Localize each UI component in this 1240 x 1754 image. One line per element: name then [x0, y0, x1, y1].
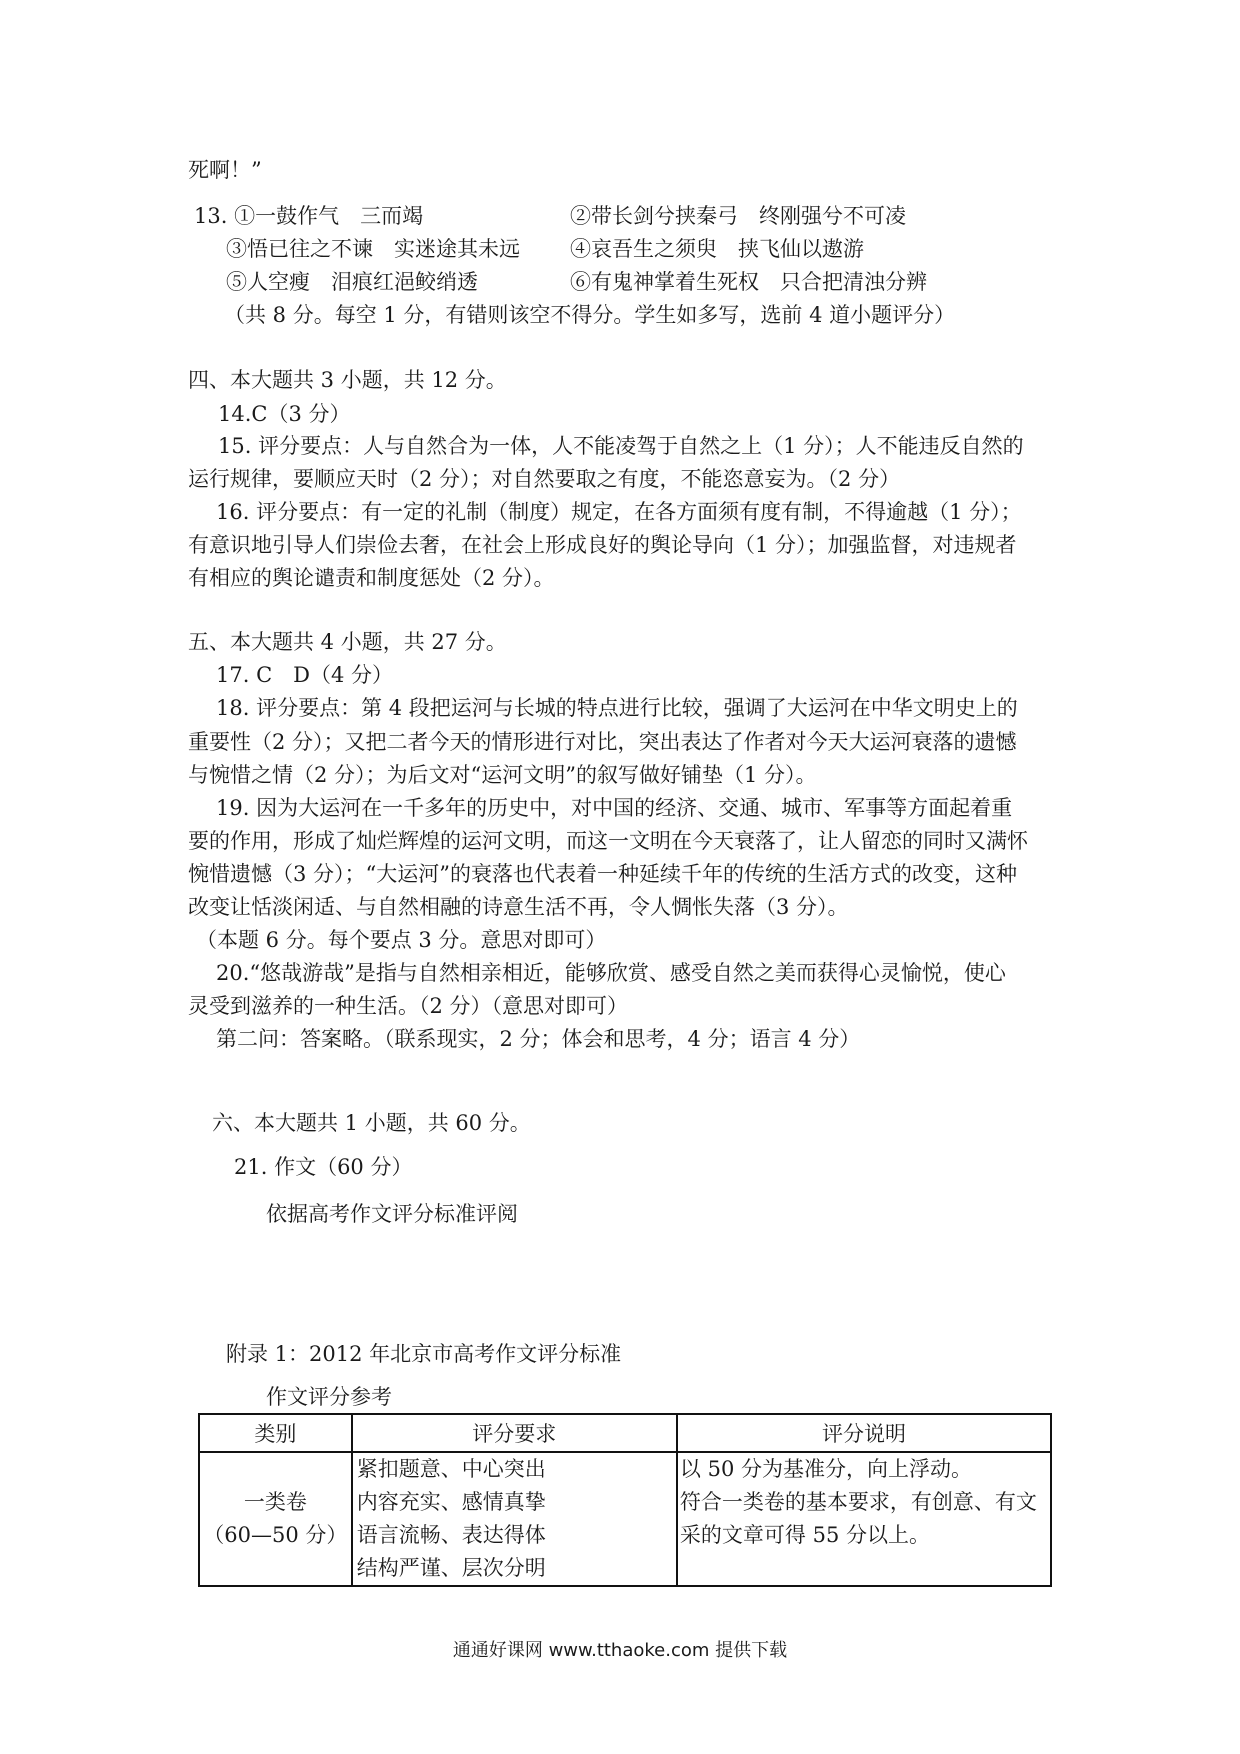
answer-line: 16. 评分要点：有一定的礼制（制度）规定，在各方面须有度有制，不得逾越（1 分）；: [216, 500, 1022, 524]
q13-item: ⑥有鬼神掌着生死权 只合把清浊分辨: [570, 270, 927, 294]
q13-item: ④哀吾生之须臾 挟飞仙以遨游: [570, 237, 864, 261]
category-range: （60—50 分）: [203, 1523, 348, 1547]
notes-cell: [677, 1452, 1051, 1586]
requirement-item: 内容充实、感情真挚: [356, 1490, 546, 1514]
q21-label: 21. 作文（60 分）: [234, 1155, 413, 1179]
note-line: 符合一类卷的基本要求，有创意、有文: [679, 1490, 1037, 1514]
q13-item: ③悟已往之不谏 实迷途其未远: [226, 237, 520, 261]
answer-line: 14.C（3 分）: [218, 402, 351, 426]
header-category: 类别: [199, 1414, 352, 1452]
answer-line: 改变让恬淡闲适、与自然相融的诗意生活不再，令人惆怅失落（3 分）。: [188, 895, 849, 919]
header-notes: 评分说明: [677, 1414, 1051, 1452]
section-heading: 六、本大题共 1 小题，共 60 分。: [212, 1111, 531, 1135]
footer-source: 通通好课网 www.tthaoke.com 提供下载: [452, 1640, 788, 1661]
table-row: [199, 1452, 1051, 1586]
answer-line: 20.“悠哉游哉”是指与自然相亲相近，能够欣赏、感受自然之美而获得心灵愉悦，使心: [216, 961, 1006, 985]
q13-item: 13. ①一鼓作气 三而竭: [194, 204, 424, 228]
note-line: 采的文章可得 55 分以上。: [679, 1523, 930, 1547]
answer-line: 第二问：答案略。（联系现实，2 分；体会和思考，4 分；语言 4 分）: [216, 1027, 861, 1051]
grading-table: [198, 1413, 1052, 1587]
category-cell: [199, 1452, 352, 1586]
table-caption: 作文评分参考: [266, 1385, 392, 1409]
answer-line: 灵受到滋养的一种生活。（2 分）（意思对即可）: [188, 994, 629, 1018]
answer-line: （本题 6 分。每个要点 3 分。意思对即可）: [196, 928, 607, 952]
answer-line: 有相应的舆论谴责和制度惩处（2 分）。: [188, 566, 555, 590]
answer-line: 要的作用，形成了灿烂辉煌的运河文明，而这一文明在今天衰落了，让人留恋的同时又满怀: [188, 829, 1028, 853]
q13-note: （共 8 分。每空 1 分，有错则该空不得分。学生如多写，选前 4 道小题评分）: [224, 303, 956, 327]
header-requirements: 评分要求: [352, 1414, 677, 1452]
answer-line: 运行规律，要顺应天时（2 分）；对自然要取之有度，不能恣意妄为。（2 分）: [188, 467, 901, 491]
q21-basis: 依据高考作文评分标准评阅: [266, 1202, 518, 1226]
answer-line: 18. 评分要点：第 4 段把运河与长城的特点进行比较，强调了大运河在中华文明史上的: [216, 696, 1018, 720]
requirement-item: 结构严谨、层次分明: [356, 1556, 546, 1580]
continued-text: 死啊！”: [188, 158, 262, 182]
note-line: 以 50 分为基准分，向上浮动。: [679, 1457, 972, 1481]
answer-line: 19. 因为大运河在一千多年的历史中，对中国的经济、交通、城市、军事等方面起着重: [216, 796, 1013, 820]
category-name: 一类卷: [243, 1490, 307, 1514]
requirement-item: 语言流畅、表达得体: [356, 1523, 546, 1547]
answer-line: 15. 评分要点：人与自然合为一体，人不能凌驾于自然之上（1 分）；人不能违反自然的: [218, 434, 1024, 458]
requirements-cell: [352, 1452, 677, 1586]
table-header-row: [199, 1414, 1051, 1452]
q13-item: ⑤人空瘦 泪痕红浥鲛绡透: [226, 270, 478, 294]
section-heading: 五、本大题共 4 小题，共 27 分。: [188, 630, 507, 654]
answer-line: 与惋惜之情（2 分）；为后文对“运河文明”的叙写做好铺垫（1 分）。: [188, 763, 817, 787]
q13-item: ②带长剑兮挟秦弓 终刚强兮不可凌: [570, 204, 906, 228]
answer-line: 17. C D（4 分）: [216, 663, 394, 687]
requirement-item: 紧扣题意、中心突出: [356, 1457, 546, 1481]
answer-line: 惋惜遗憾（3 分）；“大运河”的衰落也代表着一种延续千年的传统的生活方式的改变，这种: [188, 862, 1018, 886]
appendix-title: 附录 1：2012 年北京市高考作文评分标准: [226, 1342, 622, 1366]
answer-line: 重要性（2 分）；又把二者今天的情形进行对比，突出表达了作者对今天大运河衰落的遗憾: [188, 730, 1017, 754]
section-heading: 四、本大题共 3 小题，共 12 分。: [188, 368, 507, 392]
answer-line: 有意识地引导人们崇俭去奢，在社会上形成良好的舆论导向（1 分）；加强监督，对违规者: [188, 533, 1017, 557]
